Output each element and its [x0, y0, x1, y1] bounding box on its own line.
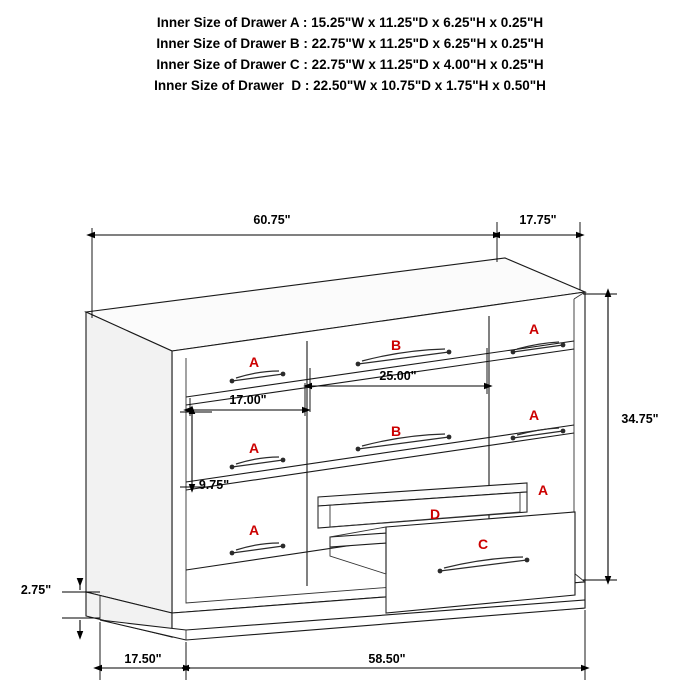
label-a3: A	[249, 440, 260, 456]
spec-line-d: Inner Size of Drawer D : 22.50"W x 10.75"D x 1.75"H x 0.50"H	[154, 78, 546, 93]
dim-top-depth: 17.75"	[519, 213, 557, 227]
dim-drawer-b-width: 25.00"	[379, 369, 417, 383]
label-a5: A	[249, 522, 260, 538]
label-b1: B	[391, 337, 402, 353]
dim-right-height: 34.75"	[621, 412, 659, 426]
cabinet-left-side	[86, 312, 172, 613]
dim-base-height: 2.75"	[20, 583, 52, 597]
dim-top-width: 60.75"	[253, 213, 291, 227]
label-a2: A	[529, 321, 540, 337]
spec-line-b: Inner Size of Drawer B : 22.75"W x 11.25"D x 6.25"H x 0.25"H	[156, 36, 544, 51]
label-c1: C	[478, 536, 489, 552]
spec-line-a: Inner Size of Drawer A : 15.25"W x 11.25"D x 6.25"H x 0.25"H	[156, 15, 544, 30]
dim-drawer-height: 9.75"	[198, 478, 230, 492]
dim-base-depth: 17.50"	[124, 652, 162, 666]
spec-line-c: Inner Size of Drawer C : 22.75"W x 11.25"D x 4.00"H x 0.25"H	[156, 57, 544, 72]
label-a4: A	[529, 407, 540, 423]
dim-base-width: 58.50"	[368, 652, 406, 666]
label-b2: B	[391, 423, 402, 439]
dim-drawer-a-width: 17.00"	[229, 393, 267, 407]
label-a1: A	[249, 354, 260, 370]
label-d1: D	[430, 506, 441, 522]
label-a6: A	[538, 482, 549, 498]
